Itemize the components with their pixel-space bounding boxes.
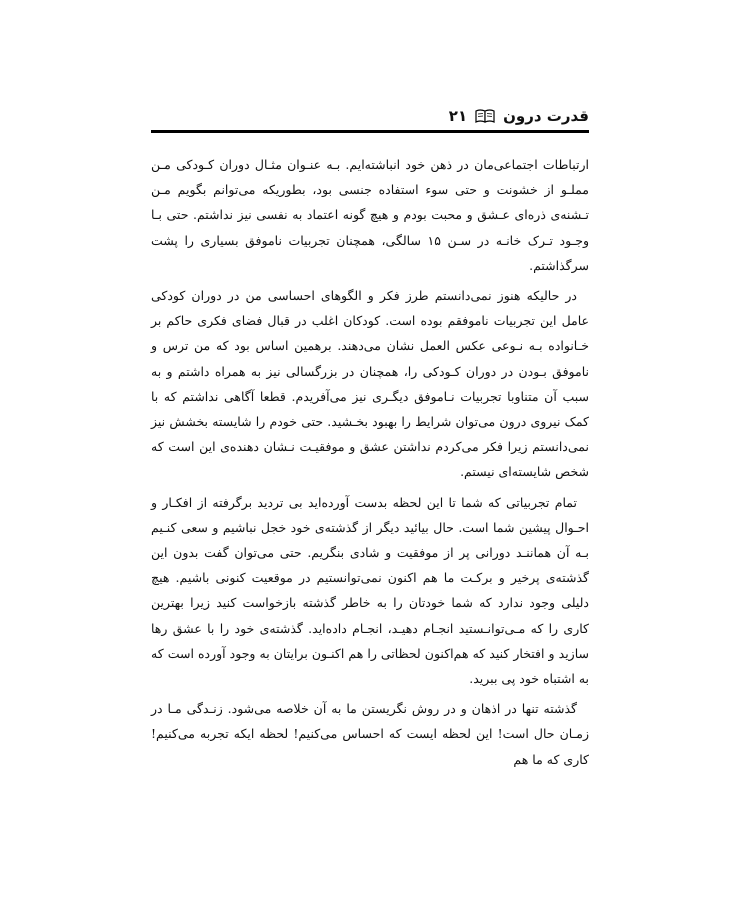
paragraph: ارتباطات اجتماعی‌مان در ذهن خود انباشته‌ایم. بـه عنـوان مثـال دوران کـودکی مـن مملـو از خشونت و حتی سوء استفاده جنسی بود، بطوریکه می‌توانم بگویم مـن تـشنه‌ی ذره‌ای عـشق و محبت بودم و هیچ گونه اعتماد به نفسی نیز نداشتم. حتی بـا وجـود تـرک خانـه در سـن ۱۵ سالگی، همچنان تجربیات ناموفق بسیاری را پشت سرگذاشتم. xyxy=(151,157,589,273)
book-title: قدرت درون xyxy=(503,107,589,125)
header-rule xyxy=(151,130,589,133)
paragraph: گذشته تنها در اذهان و در روش نگریستن ما به آن خلاصه می‌شود. زنـدگی مـا در زمـان حال است! این لحظه ایست که احساس می‌کنیم! لحظه ایکه تجربه می‌کنیم! کاری که ما هم xyxy=(151,701,589,767)
body-text xyxy=(151,152,589,777)
paragraph: در حالیکه هنوز نمی‌دانستم طرز فکر و الگوهای احساسی من در دوران کودکی عامل این تجربیات ناموفقم بوده است. کودکان اغلب در قبال فضای فکری حاکم بر خـانواده بـه نـوعی عکس العمل نشان می‌دهند. برهمین اساس بود که من ترس و ناموفق بـودن در دوران کـودکی را، همچنان در بزرگسالی نیز به همراه داشتم و به سبب آن متناوبا تجربیات نـاموفق دیگـری نیز می‌آفریدم. قطعا آگاهی نداشتم که با کمک نیروی درون می‌توان شرایط را بهبود بخـشید. حتی خودم را شایسته بخشش نیز نمی‌دانستم زیرا فکر می‌کردم نداشتن عشق و موفقیـت نـشان دهنده‌ی این است که شخص شایسته‌ای نیستم. xyxy=(151,288,589,480)
running-head xyxy=(151,103,589,129)
page-number: ۲۱ xyxy=(448,107,468,125)
book-icon xyxy=(475,109,495,123)
paragraph: تمام تجربیاتی که شما تا این لحظه بدست آورده‌اید بی تردید برگرفته از افکـار و احـوال پیشین شما است. حال بیائید دیگر از گذشته‌ی خود خجل نباشیم و سعی کنـیم بـه آن هماننـد دورانی پر از موفقیت و شادی بنگریم. حتی می‌توان گفت بدون این گذشته‌ی پرخیر و برکـت ما هم اکنون نمی‌توانستیم در موقعیت کنونی باشیم. هیچ دلیلی وجود ندارد که شما خودتان را به خاطر گذشته بازخواست کنید زیرا بهترین کاری را که مـی‌توانـستید انجـام دهیـد، انجـام داده‌اید. گذشته‌ی خود را با عشق رها سازید و افتخار کنید که هم‌اکنون لحظاتی را هم اکنـون برایتان به وجود آورده است که به اشتباه خود پی ببرید. xyxy=(151,494,589,687)
